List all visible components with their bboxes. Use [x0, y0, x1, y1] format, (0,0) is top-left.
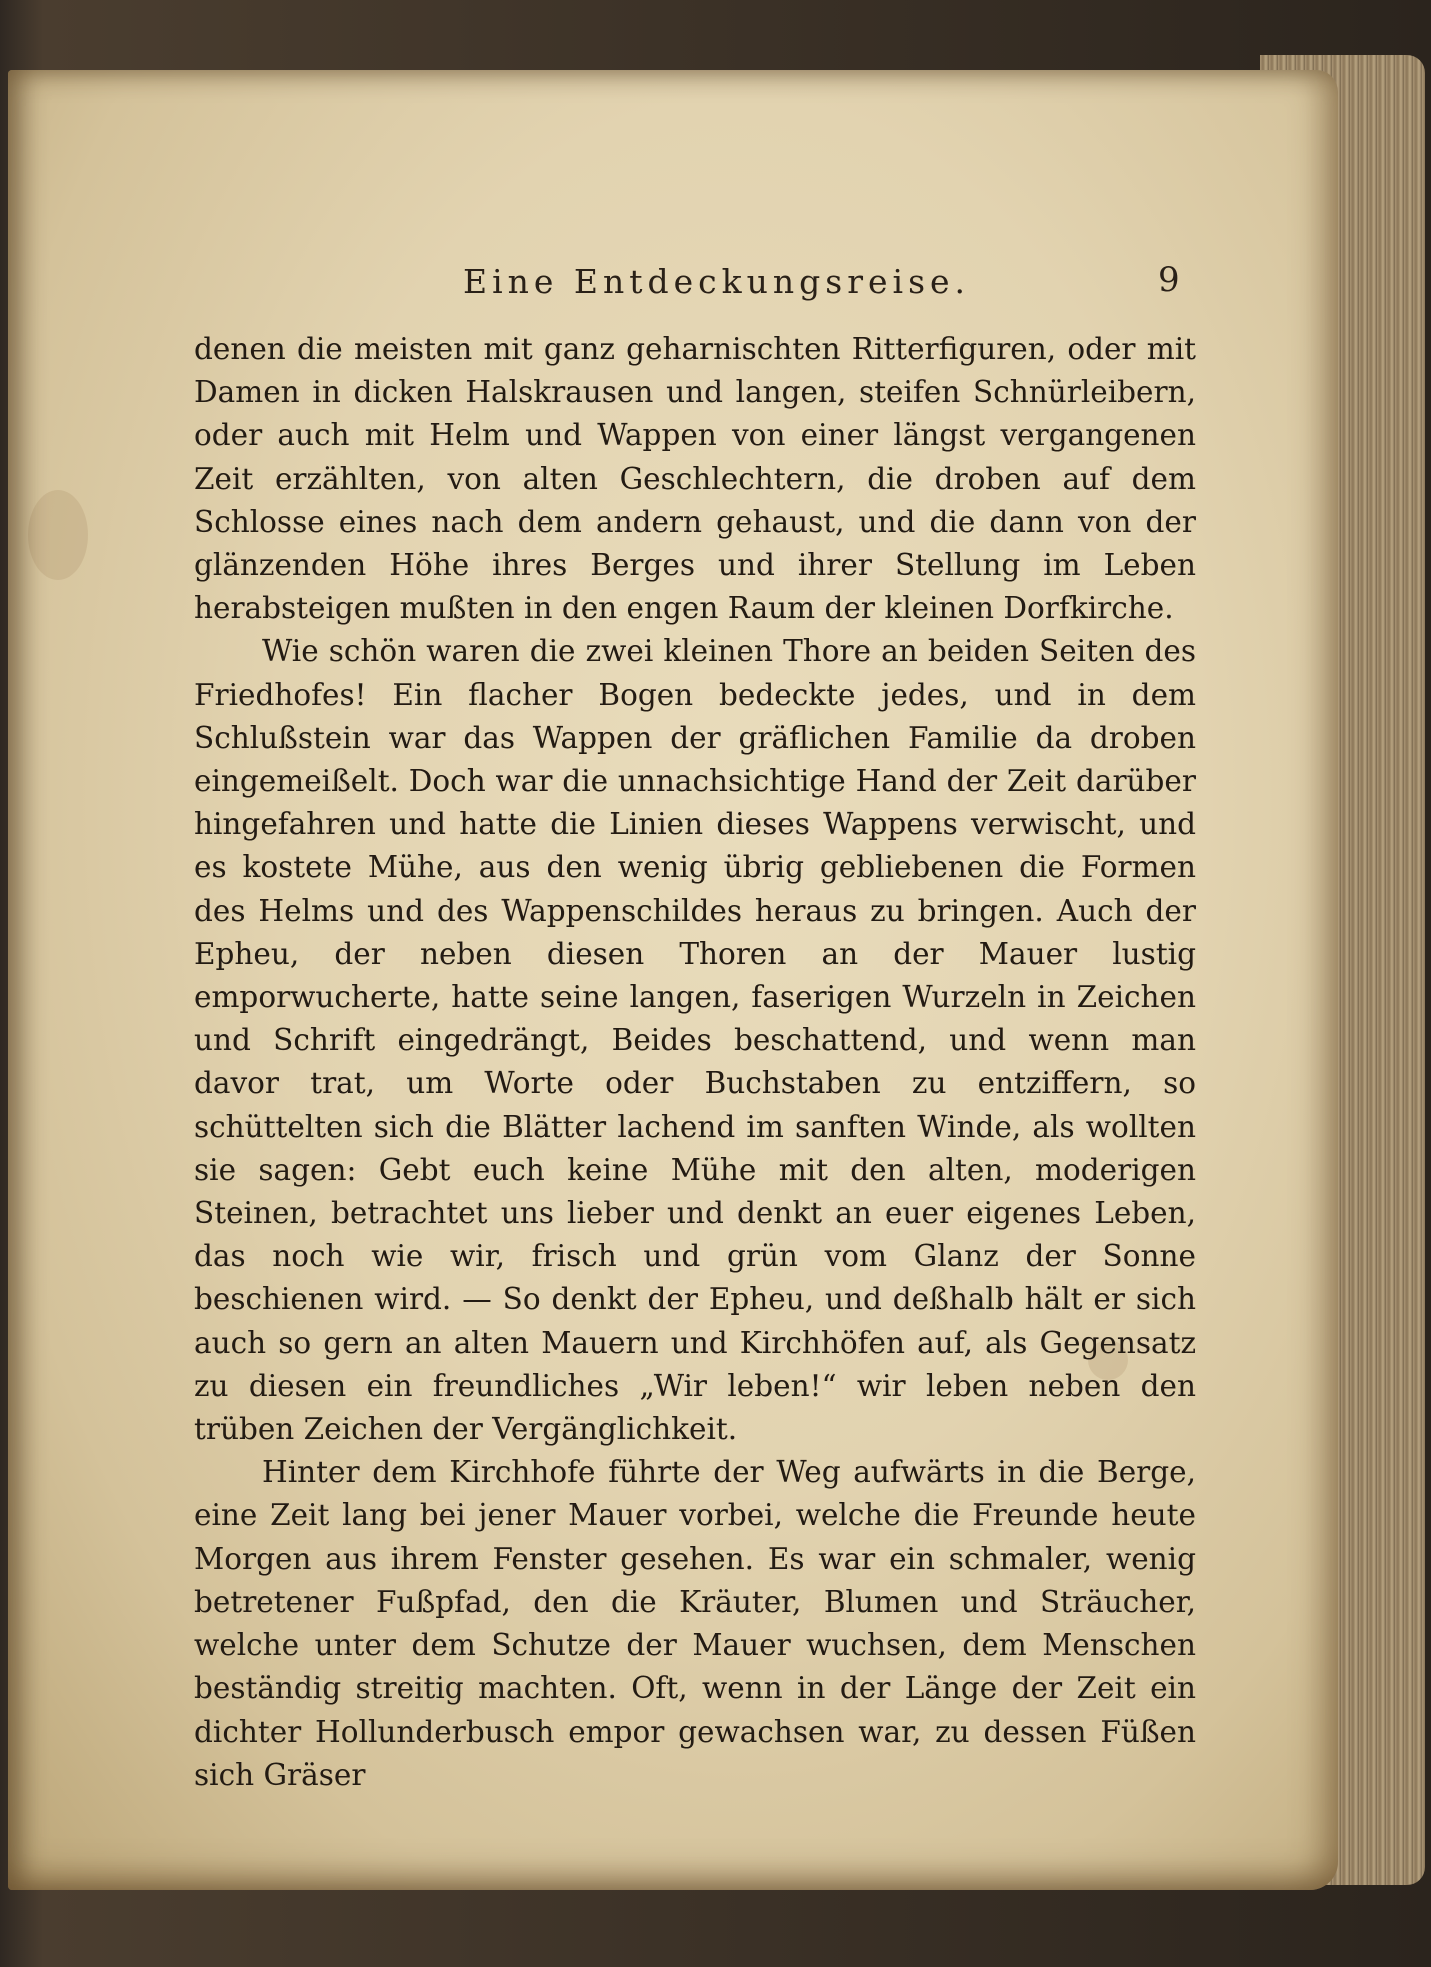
- body-text: [194, 328, 1196, 1797]
- book-page: [8, 70, 1338, 1890]
- paragraph: denen die meisten mit ganz geharnischten Ritterfiguren, oder mit Damen in dicken Halskrausen und langen, steifen Schnürleibern, oder auch mit Helm und Wappen von einer längst vergangenen Zeit erzählten, von alten Geschlechtern, die droben auf dem Schlosse eines nach dem andern gehaust, und die dann von der glänzenden Höhe ihres Berges und ihrer Stellung im Leben herabsteigen mußten in den engen Raum der kleinen Dorfkirche.: [194, 332, 1196, 626]
- page-number: 9: [1158, 260, 1180, 300]
- paragraph: Hinter dem Kirchhofe führte der Weg aufwärts in die Berge, eine Zeit lang bei jener Mauer vorbei, welche die Freunde heute Morgen aus ihrem Fenster gesehen. Es war ein schmaler, wenig betretener Fußpfad, den die Kräuter, Blumen und Sträucher, welche unter dem Schutze der Mauer wuchsen, dem Menschen beständig streitig machten. Oft, wenn in der Länge der Zeit ein dichter Hollunderbusch empor gewachsen war, zu dessen Füßen sich Gräser: [194, 1455, 1196, 1792]
- running-head-title: Eine Entdeckungsreise.: [463, 262, 971, 301]
- paper-stain: [28, 490, 88, 580]
- running-head: [8, 252, 1338, 312]
- paragraph: Wie schön waren die zwei kleinen Thore an beiden Seiten des Friedhofes! Ein flacher Bogen bedeckte jedes, und in dem Schlußstein war das Wappen der gräflichen Familie da droben eingemeißelt. Doch war die unnachsichtige Hand der Zeit darüber hingefahren und hatte die Linien dieses Wappens verwischt, und es kostete Mühe, aus den wenig übrig gebliebenen die Formen des Helms und des Wappenschildes heraus zu bringen. Auch der Epheu, der neben diesen Thoren an der Mauer lustig emporwucherte, hatte seine langen, faserigen Wurzeln in Zeichen und Schrift eingedrängt, Beides beschattend, und wenn man davor trat, um Worte oder Buchstaben zu entziffern, so schüttelten sich die Blätter lachend im sanften Winde, als wollten sie sagen: Gebt euch keine Mühe mit den alten, moderigen Steinen, betrachtet uns lieber und denkt an euer eigenes Leben, das noch wie wir, frisch und grün vom Glanz der Sonne beschienen wird. — So denkt der Epheu, und deßhalb hält er sich auch so gern an alten Mauern und Kirchhöfen auf, als Gegensatz zu diesen ein freundliches „Wir leben!“ wir leben neben den trüben Zeichen der Vergänglichkeit.: [194, 634, 1196, 1447]
